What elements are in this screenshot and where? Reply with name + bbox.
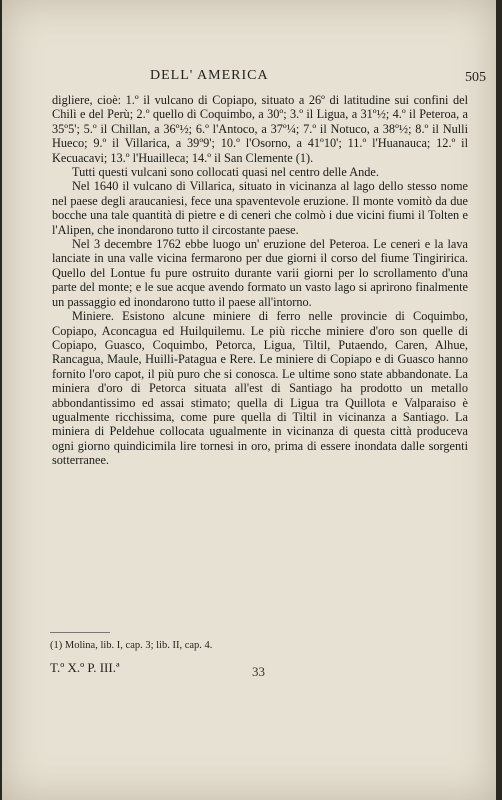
page-number: 505	[465, 70, 486, 85]
paragraph: Tutti questi vulcani sono collocati quasi nel centro delle Ande.	[72, 165, 379, 180]
footnote-divider	[50, 632, 110, 633]
running-head: DELL' AMERICA	[150, 68, 269, 83]
paragraph: Nel 3 decembre 1762 ebbe luogo un' eruzione del Peteroa. Le ceneri e la lava lanciate in una valle vicina fermarono per due giorni il corso del fiume Tingiririca. Quello del Lontue fu pure ostruito durante varii giorni per lo scrollamento d'una parte del monte; e le sue acque avendo formato un vasto lago si aprirono finalmente un passaggio ed inondarono tutto il paese all'intorno.	[52, 237, 468, 309]
body-text	[52, 93, 468, 468]
book-page	[2, 0, 496, 800]
paragraph: digliere, cioè: 1.º il vulcano di Copiapo, situato a 26º di latitudine sui confini del Chilì e del Perù; 2.º quello di Coquimbo, a 30º; 3.º il Ligua, a 31º½; 4.º il Peteroa, a 35º5'; 5.º il Chillan, a 36º½; 6.º l'Antoco, a 37º¼; 7.º il Notuco, a 38º½; 8.º il Nulli Hueco; 9.º il Villarica, a 39º9'; 10.º l'Osorno, a 41º10'; 11.º l'Huanauca; 12.º il Kecuacavi; 13.º l'Huailleca; 14.º il San Clemente (1).	[52, 93, 468, 165]
page-header	[2, 68, 496, 90]
footnote: (1) Molina, lib. I, cap. 3; lib. II, cap. 4.	[50, 640, 213, 651]
paragraph: Miniere. Esistono alcune miniere di ferro nelle provincie di Coquimbo, Copiapo, Aconcagua ed Huilquilemu. Le più ricche miniere d'oro son quelle di Copiapo, Guasco, Coquimbo, Petorca, Ligua, Tiltil, Putaendo, Caren, Alhue, Rancagua, Maule, Huilli-Patagua e Rere. Le miniere di Copiapo e di Guasco hanno fornito l'oro capot, il più puro che si conosca. Le ultime sono state abbandonate. La miniera d'oro di Petorca situata all'est di Santiago ha prodotto un metallo abbondantissimo ed assai stimato; quella di Ligua tra Quillota e Valparaiso è ugualmente ricchissima, come pure quella di Tiltil in vicinanza a Santiago. La miniera di Peldehue collocata ugualmente in vicinanza di questa città produceva ogni giorno quindicimila lire tornesi in oro, prima di essere inondata dalle sorgenti sotterranee.	[52, 309, 468, 468]
paragraph: Nel 1640 il vulcano di Villarica, situato in vicinanza al lago dello stesso nome nel paese degli araucaniesi, fece una spaventevole eruzione. Il monte vomitò da due bocche una tale quantità di pietre e di ceneri che colmò i due vicini fiumi il Tolten e l'Alipen, che inondarono tutto il circostante paese.	[52, 179, 468, 237]
sheet-number: 33	[252, 664, 265, 679]
printer-signature: T.º X.º P. III.ª	[50, 660, 120, 675]
